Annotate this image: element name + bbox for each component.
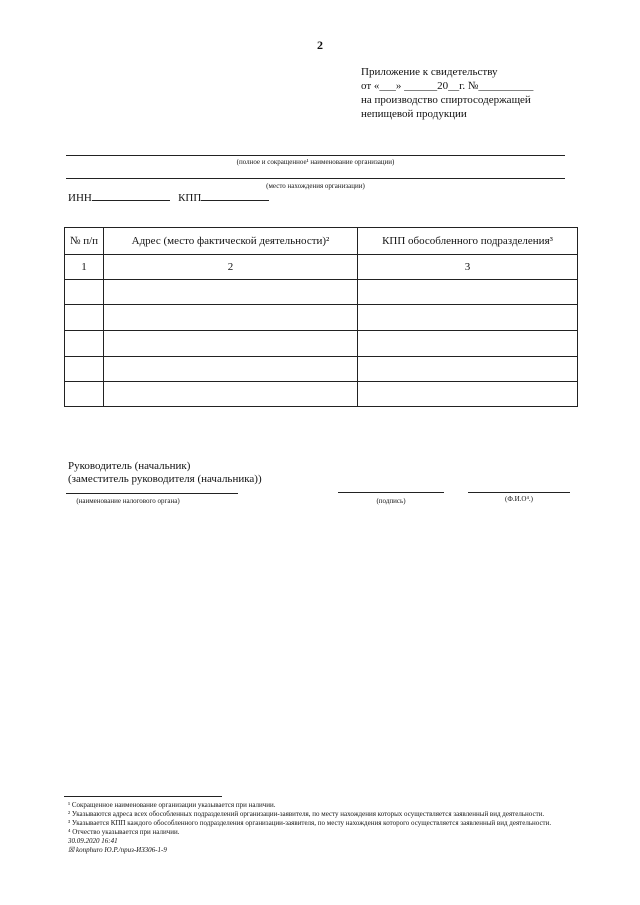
- signatory-block: [68, 460, 262, 486]
- fio-caption: (Ф.И.О⁴.): [505, 495, 533, 503]
- inn-kpp-row: [68, 191, 269, 204]
- footnote-2: ² Указываются адреса всех обособленных подразделений организации-заявителя, по месту нахождения которых осуществляется заявленный вид деятельности.: [68, 810, 545, 818]
- header-kpp: КПП обособленного подразделения³: [358, 228, 578, 255]
- table-row: [65, 305, 578, 331]
- col-number-1: 1: [65, 255, 104, 280]
- fio-line: [468, 492, 570, 493]
- col-number-3: 3: [358, 255, 578, 280]
- subdivisions-table: [64, 227, 578, 407]
- footnote-1: ¹ Сокращенное наименование организации указывается при наличии.: [68, 801, 276, 809]
- inn-label: ИНН: [68, 192, 92, 204]
- header-number: № п/п: [65, 228, 104, 255]
- table-row: [65, 382, 578, 407]
- table-header-row: [65, 228, 578, 255]
- header-address: Адрес (место фактической деятельности)²: [104, 228, 358, 255]
- appendix-line-1: Приложение к свидетельству: [361, 66, 498, 78]
- footnotes: [68, 801, 598, 855]
- footnote-4: ⁴ Отчество указывается при наличии.: [68, 828, 180, 836]
- org-name-line: [66, 155, 565, 156]
- appendix-line-2: от «___» ______20__г. №__________: [361, 80, 534, 92]
- col-number-2: 2: [104, 255, 358, 280]
- tax-authority-line: [66, 493, 238, 494]
- table-row: [65, 280, 578, 305]
- table-row: [65, 357, 578, 382]
- inn-field: [92, 191, 170, 201]
- signatory-line-2: (заместитель руководителя (начальника)): [68, 473, 262, 485]
- signature-caption: (подпись): [376, 497, 406, 505]
- kpp-field: [201, 191, 269, 201]
- table-row: [65, 331, 578, 357]
- appendix-header: [361, 65, 611, 121]
- tax-authority-caption: (наименование налогового органа): [76, 497, 180, 505]
- appendix-line-3: на производство спиртосодержащей: [361, 94, 531, 106]
- table-number-row: [65, 255, 578, 280]
- footnote-3: ³ Указывается КПП каждого обособленного подразделения организации-заявителя, по месту нахождения которого осуществляется заявленный вид деятельности.: [68, 819, 552, 827]
- org-location-line: [66, 178, 565, 179]
- stamp-ref: ☒ konphuro Ю.Р./приз-ИЗ306-1-9: [68, 846, 167, 854]
- signatory-line-1: Руководитель (начальник): [68, 460, 191, 472]
- appendix-line-4: непищевой продукции: [361, 108, 467, 120]
- stamp-date: 30.09.2020 16:41: [68, 837, 118, 845]
- org-location-caption: (место нахождения организации): [266, 182, 365, 190]
- kpp-label: КПП: [178, 192, 202, 204]
- footnote-separator: [64, 796, 222, 797]
- signature-line: [338, 492, 444, 493]
- org-name-caption: (полное и сокращенное¹ наименование организации): [236, 158, 395, 166]
- page-number: 2: [317, 38, 323, 52]
